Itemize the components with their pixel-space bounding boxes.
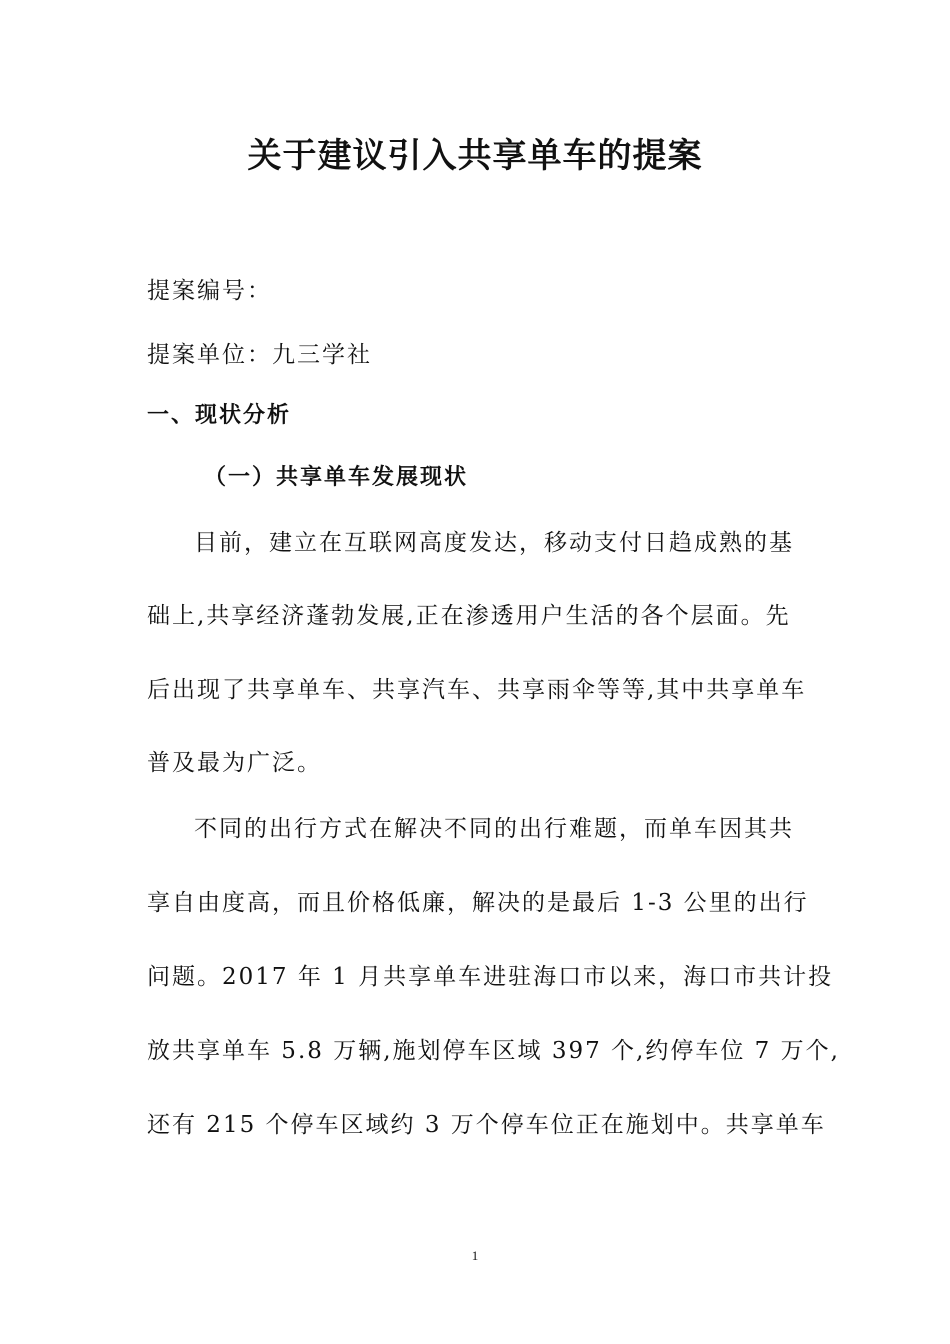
document-title: 关于建议引入共享单车的提案	[247, 136, 703, 176]
subsection-heading: （一）共享单车发展现状	[204, 465, 469, 490]
proposal-unit-label: 提案单位：九三学社	[147, 342, 372, 368]
paragraph-line: 础上,共享经济蓬勃发展,正在渗透用户生活的各个层面。先	[147, 603, 791, 629]
paragraph-line: 不同的出行方式在解决不同的出行难题，而单车因其共	[194, 816, 794, 842]
paragraph-line: 后出现了共享单车、共享汽车、共享雨伞等等,其中共享单车	[147, 677, 807, 703]
paragraph-line: 普及最为广泛。	[147, 750, 322, 776]
paragraph-line: 目前，建立在互联网高度发达，移动支付日趋成熟的基	[194, 530, 794, 556]
paragraph-line: 问题。2017 年 1 月共享单车进驻海口市以来，海口市共计投	[147, 964, 834, 990]
section-heading: 一、现状分析	[147, 403, 292, 428]
paragraph-line: 还有 215 个停车区域约 3 万个停车位正在施划中。共享单车	[147, 1112, 826, 1138]
proposal-number-label: 提案编号：	[147, 278, 272, 304]
paragraph-line: 享自由度高，而且价格低廉，解决的是最后 1-3 公里的出行	[147, 890, 809, 916]
paragraph-line: 放共享单车 5.8 万辆,施划停车区域 397 个,约停车位 7 万个,	[147, 1038, 840, 1064]
page-number: 1	[471, 1248, 479, 1263]
